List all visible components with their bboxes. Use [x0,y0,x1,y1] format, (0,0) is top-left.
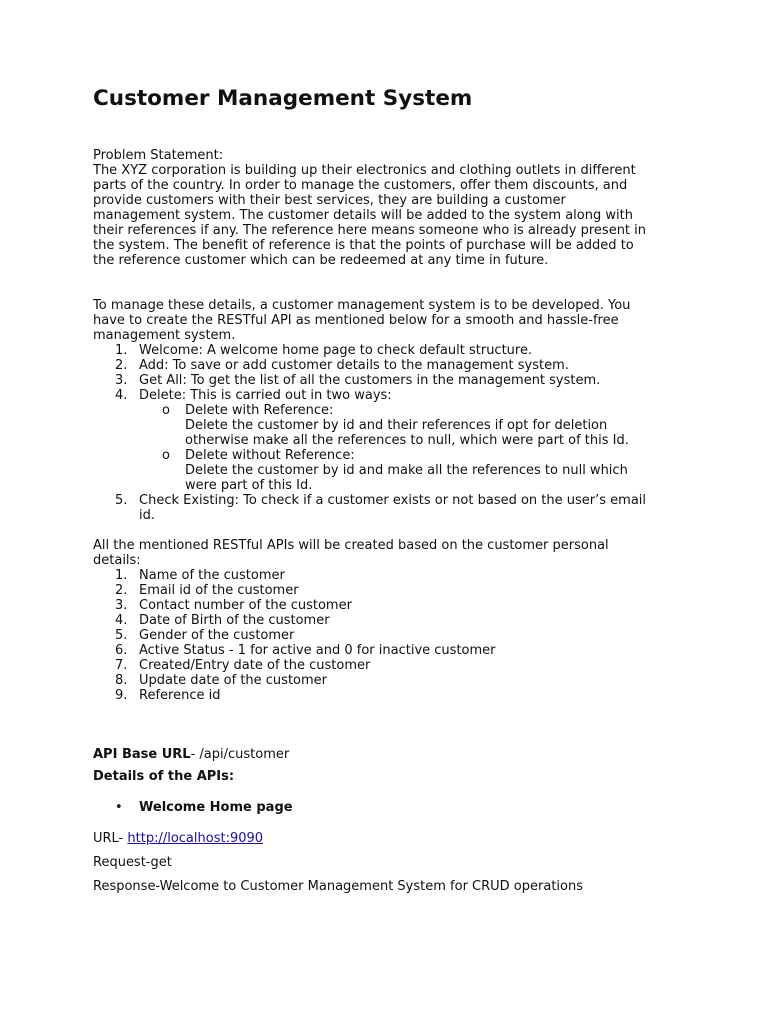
feature-item [93,373,683,388]
list-number: 7. [115,658,128,673]
detail-text: Reference id [139,688,221,703]
feature-text: Check Existing: To check if a customer exists or not based on the user’s email [139,493,647,508]
problem-line: the reference customer which can be redeemed at any time in future. [93,253,549,268]
feature-text: Welcome: A welcome home page to check default structure. [139,343,533,358]
problem-line: parts of the country. In order to manage the customers, offer them discounts, and [93,178,628,193]
intro-paragraph [93,298,683,343]
intro-line: management system. [93,328,236,343]
list-number: 5. [115,493,128,508]
feature-item [93,388,683,493]
list-number: 5. [115,628,128,643]
sub-bullet: o [162,448,170,463]
detail-item [93,568,683,583]
api-base-label: API Base URL [93,747,191,762]
list-number: 3. [115,373,128,388]
request-line: Request-get [93,855,172,870]
list-number: 1. [115,568,128,583]
detail-item [93,583,683,598]
detail-item [93,643,683,658]
bullet-dot: • [115,800,123,815]
feature-item [93,343,683,358]
response-line: Response-Welcome to Customer Management System for CRUD operations [93,879,584,894]
delete-way-desc: were part of this Id. [185,478,313,493]
feature-list [93,343,683,523]
list-number: 8. [115,673,128,688]
detail-text: Active Status - 1 for active and 0 for inactive customer [139,643,496,658]
localhost-link[interactable]: http://localhost:9090 [127,831,264,846]
list-number: 2. [115,358,128,373]
detail-item [93,598,683,613]
welcome-bullet-item [93,800,683,815]
problem-line: their references if any. The reference here means someone who is already present in [93,223,647,238]
delete-way-item [139,448,683,493]
feature-text: Add: To save or add customer details to the management system. [139,358,569,373]
problem-line: management system. The customer details will be added to the system along with [93,208,633,223]
details-intro-line: details: [93,553,141,568]
list-number: 4. [115,388,128,403]
detail-text: Created/Entry date of the customer [139,658,371,673]
document-page [93,84,683,894]
list-number: 1. [115,343,128,358]
url-label: URL- [93,831,128,846]
delete-way-desc: otherwise make all the references to null, which were part of this Id. [185,433,629,448]
delete-way-desc: Delete the customer by id and their references if opt for deletion [185,418,608,433]
details-heading: Details of the APIs: [93,769,235,784]
list-number: 6. [115,643,128,658]
detail-item [93,673,683,688]
welcome-heading: Welcome Home page [139,800,293,815]
delete-ways-list [139,403,683,493]
delete-way-title: Delete with Reference: [185,403,334,418]
sub-bullet: o [162,403,170,418]
detail-item [93,628,683,643]
list-number: 9. [115,688,128,703]
feature-text-cont: id. [139,508,155,523]
problem-label: Problem Statement: [93,148,224,163]
intro-line: To manage these details, a customer management system is to be developed. You [93,298,631,313]
detail-text: Email id of the customer [139,583,299,598]
api-base-value: - /api/customer [190,747,290,762]
feature-item [93,493,683,523]
problem-statement [93,148,683,268]
problem-line: The XYZ corporation is building up their electronics and clothing outlets in different [93,163,636,178]
feature-text: Delete: This is carried out in two ways: [139,388,392,403]
detail-item [93,688,683,703]
problem-line: provide customers with their best services, they are building a customer [93,193,566,208]
detail-item [93,613,683,628]
details-intro-line: All the mentioned RESTful APIs will be created based on the customer personal [93,538,609,553]
list-number: 2. [115,583,128,598]
list-number: 4. [115,613,128,628]
delete-way-desc: Delete the customer by id and make all the references to null which [185,463,628,478]
problem-line: the system. The benefit of reference is that the points of purchase will be added to [93,238,634,253]
detail-text: Name of the customer [139,568,285,583]
api-base-url [93,747,683,762]
delete-way-title: Delete without Reference: [185,448,355,463]
feature-item [93,358,683,373]
detail-text: Contact number of the customer [139,598,352,613]
feature-text: Get All: To get the list of all the customers in the management system. [139,373,601,388]
list-number: 3. [115,598,128,613]
delete-way-item [139,403,683,448]
personal-details-list [93,568,683,703]
intro-line: have to create the RESTful API as mentioned below for a smooth and hassle-free [93,313,619,328]
url-row [93,831,683,846]
detail-text: Date of Birth of the customer [139,613,330,628]
detail-text: Gender of the customer [139,628,295,643]
page-title: Customer Management System [93,86,473,111]
detail-text: Update date of the customer [139,673,328,688]
detail-item [93,658,683,673]
details-intro [93,538,683,568]
